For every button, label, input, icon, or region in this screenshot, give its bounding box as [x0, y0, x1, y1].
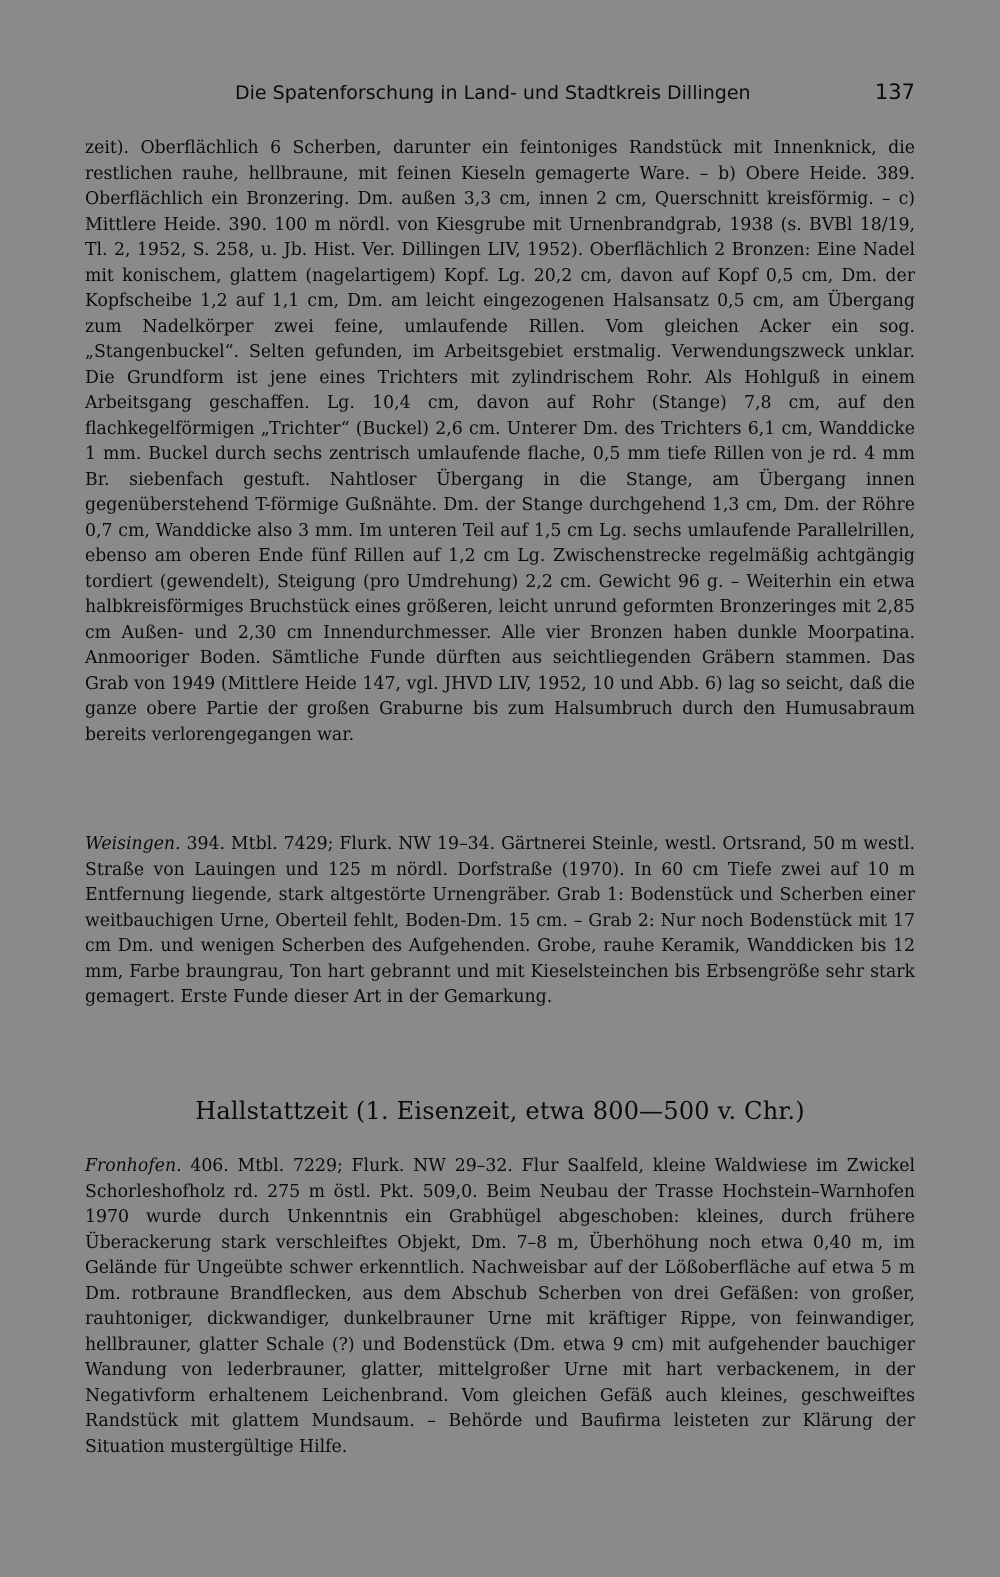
weisingen-text: 394. Mtbl. 7429; Flurk. NW 19–34. Gärtnerei Steinle, westl. Ortsrand, 50 m westl. Straße von Lauingen und 125 m nördl. Dorfstraße (1970). In 60 cm Tiefe zwei auf 10 m Entfernung liegende, stark altgestörte Urnengräber. Grab 1: Bodenstück und Scherben einer weitbauchigen Urne, Oberteil fehlt, Boden-Dm. 15 cm. – Grab 2: Nur noch Bodenstück mit 17 cm Dm. und wenigen Scherben des Aufgehenden. Grobe, rauhe Keramik, Wanddicken bis 12 mm, Farbe braungrau, Ton hart gebrannt und mit Kieselsteinchen bis Erbsengröße sehr stark gemagert. Erste Funde dieser Art in der Gemarkung. [85, 834, 915, 1007]
weisingen-entry [85, 832, 915, 1011]
fronhofen-paragraph [85, 1154, 915, 1460]
section-heading-hallstattzeit: Hallstattzeit (1. Eisenzeit, etwa 800—500 v. Chr.) [195, 1097, 805, 1125]
fronhofen-entry [85, 1154, 915, 1460]
place-name-weisingen: Weisingen. [85, 834, 181, 854]
continuation-paragraph: zeit). Oberflächlich 6 Scherben, darunter ein feintoniges Randstück mit Innenknick, die restlichen rauhe, hellbraune, mit feinen Kieseln gemagerte Ware. – b) Obere Heide. 389. Oberflächlich ein Bronzering. Dm. außen 3,3 cm, innen 2 cm, Querschnitt kreisförmig. – c) Mittlere Heide. 390. 100 m nördl. von Kiesgrube mit Urnenbrandgrab, 1938 (s. BVBl 18/19, Tl. 2, 1952, S. 258, u. Jb. Hist. Ver. Dillingen LIV, 1952). Oberflächlich 2 Bronzen: Eine Nadel mit konischem, glattem (nagelartigem) Kopf. Lg. 20,2 cm, davon auf Kopf 0,5 cm, Dm. der Kopfscheibe 1,2 auf 1,1 cm, Dm. am leicht eingezogenen Halsansatz 0,5 cm, am Übergang zum Nadelkörper zwei feine, umlaufende Rillen. Vom gleichen Acker ein sog. „Stangenbuckel“. Selten gefunden, im Arbeitsgebiet erstmalig. Verwendungszweck unklar. Die Grundform ist jene eines Trichters mit zylindrischem Rohr. Als Hohlguß in einem Arbeitsgang geschaffen. Lg. 10,4 cm, davon auf Rohr (Stange) 7,8 cm, auf den flachkegelförmigen „Trichter“ (Buckel) 2,6 cm. Unterer Dm. des Trichters 6,1 cm, Wanddicke 1 mm. Buckel durch sechs zentrisch umlaufende flache, 0,5 mm tiefe Rillen von je rd. 4 mm Br. siebenfach gestuft. Nahtloser Übergang in die Stange, am Übergang innen gegenüberstehend T-förmige Gußnähte. Dm. der Stange durchgehend 1,3 cm, Dm. der Röhre 0,7 cm, Wanddicke also 3 mm. Im unteren Teil auf 1,5 cm Lg. sechs umlaufende Parallelrillen, ebenso am oberen Ende fünf Rillen auf 1,2 cm Lg. Zwischenstrecke regelmäßig achtgängig tordiert (gewendelt), Steigung (pro Umdrehung) 2,2 cm. Gewicht 96 g. – Weiterhin ein etwa halbkreisförmiges Bruchstück eines größeren, leicht unrund geformten Bronzeringes mit 2,85 cm Außen- und 2,30 cm Innendurchmesser. Alle vier Bronzen haben dunkle Moorpatina. Anmooriger Boden. Sämtliche Funde dürften aus seichtliegenden Gräbern stammen. Das Grab von 1949 (Mittlere Heide 147, vgl. JHVD LIV, 1952, 10 und Abb. 6) lag so seicht, daß die ganze obere Partie der großen Graburne bis zum Halsumbruch durch den Humusabraum bereits verlorengegangen war. [85, 138, 915, 745]
page-number: 137 [874, 80, 915, 104]
weisingen-paragraph [85, 832, 915, 1011]
running-title: Die Spatenforschung in Land- und Stadtkreis Dillingen [235, 82, 751, 104]
place-name-fronhofen: Fronhofen. [85, 1156, 182, 1176]
running-head [85, 80, 915, 112]
continuation-paragraph-block [85, 136, 915, 748]
fronhofen-text: 406. Mtbl. 7229; Flurk. NW 29–32. Flur Saalfeld, kleine Waldwiese im Zwickel Schorleshofholz rd. 275 m östl. Pkt. 509,0. Beim Neubau der Trasse Hochstein–Warnhofen 1970 wurde durch Unkenntnis ein Grabhügel abgeschoben: kleines, durch frühere Überackerung stark verschleiftes Objekt, Dm. 7–8 m, Überhöhung noch etwa 0,40 m, im Gelände für Ungeübte schwer erkenntlich. Nachweisbar auf der Lößoberfläche auf etwa 5 m Dm. rotbraune Brandflecken, aus dem Abschub Scherben von drei Gefäßen: von großer, rauhtoniger, dickwandiger, dunkelbrauner Urne mit kräftiger Rippe, von feinwandiger, hellbrauner, glatter Schale (?) und Bodenstück (Dm. etwa 9 cm) mit aufgehender bauchiger Wandung von lederbrauner, glatter, mittelgroßer Urne mit hart verbackenem, in der Negativform erhaltenem Leichenbrand. Vom gleichen Gefäß auch kleines, geschweiftes Randstück mit glattem Mundsaum. – Behörde und Baufirma leisteten zur Klärung der Situation mustergültige Hilfe. [85, 1156, 915, 1457]
